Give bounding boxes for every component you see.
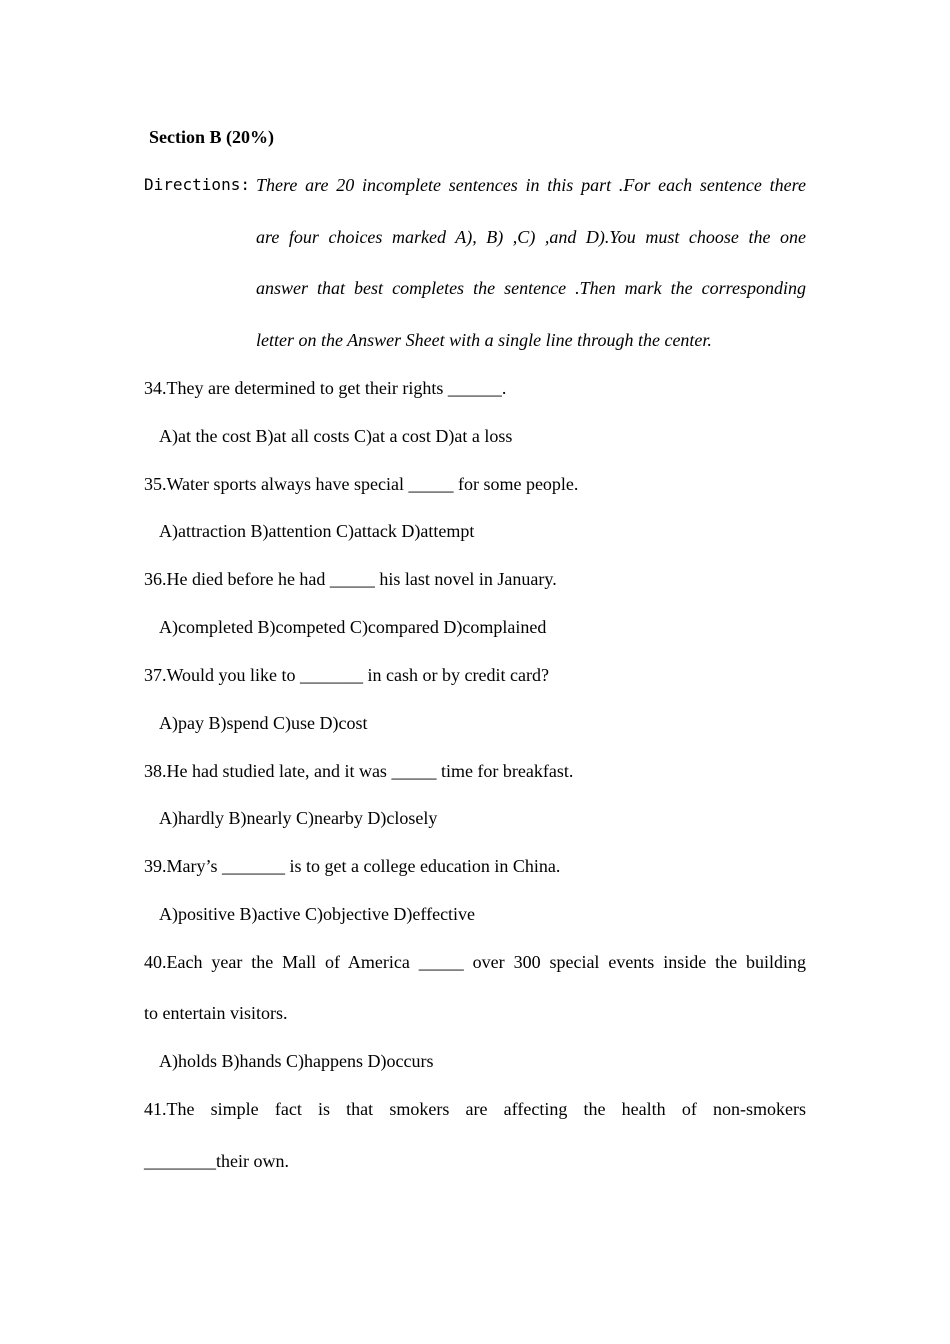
question-34-stem: 34.They are determined to get their rights ______.	[144, 378, 507, 398]
section-title: Section B (20%)	[149, 127, 274, 147]
directions-line: answer that best completes the sentence .Then mark the corresponding	[256, 278, 806, 298]
directions-label: Directions:	[144, 175, 250, 194]
question-37-stem: 37.Would you like to _______ in cash or by credit card?	[144, 665, 549, 685]
question-40-options: A)holds B)hands C)happens D)occurs	[159, 1051, 434, 1071]
question-40-stem-line-2: to entertain visitors.	[144, 1003, 288, 1023]
question-41-stem-line-1: 41.The simple fact is that smokers are affecting the health of non-smokers	[144, 1099, 806, 1119]
question-34-options: A)at the cost B)at all costs C)at a cost D)at a loss	[159, 426, 513, 446]
question-38-stem: 38.He had studied late, and it was _____ time for breakfast.	[144, 761, 574, 781]
question-39-stem: 39.Mary’s _______ is to get a college education in China.	[144, 856, 561, 876]
question-40-stem-line-1: 40.Each year the Mall of America _____ over 300 special events inside the building	[144, 952, 806, 972]
question-39-options: A)positive B)active C)objective D)effective	[159, 904, 476, 924]
question-37-options: A)pay B)spend C)use D)cost	[159, 713, 368, 733]
question-36-options: A)completed B)competed C)compared D)complained	[159, 617, 547, 637]
question-38-options: A)hardly B)nearly C)nearby D)closely	[159, 808, 438, 828]
question-35-stem: 35.Water sports always have special _____ for some people.	[144, 474, 579, 494]
question-36-stem: 36.He died before he had _____ his last novel in January.	[144, 569, 557, 589]
question-35-options: A)attraction B)attention C)attack D)attempt	[159, 521, 475, 541]
directions-line: There are 20 incomplete sentences in this part .For each sentence there	[256, 175, 806, 195]
directions-line: letter on the Answer Sheet with a single line through the center.	[256, 330, 712, 350]
directions-line: are four choices marked A), B) ,C) ,and D).You must choose the one	[256, 227, 806, 247]
question-41-stem-line-2: ________their own.	[144, 1151, 289, 1171]
